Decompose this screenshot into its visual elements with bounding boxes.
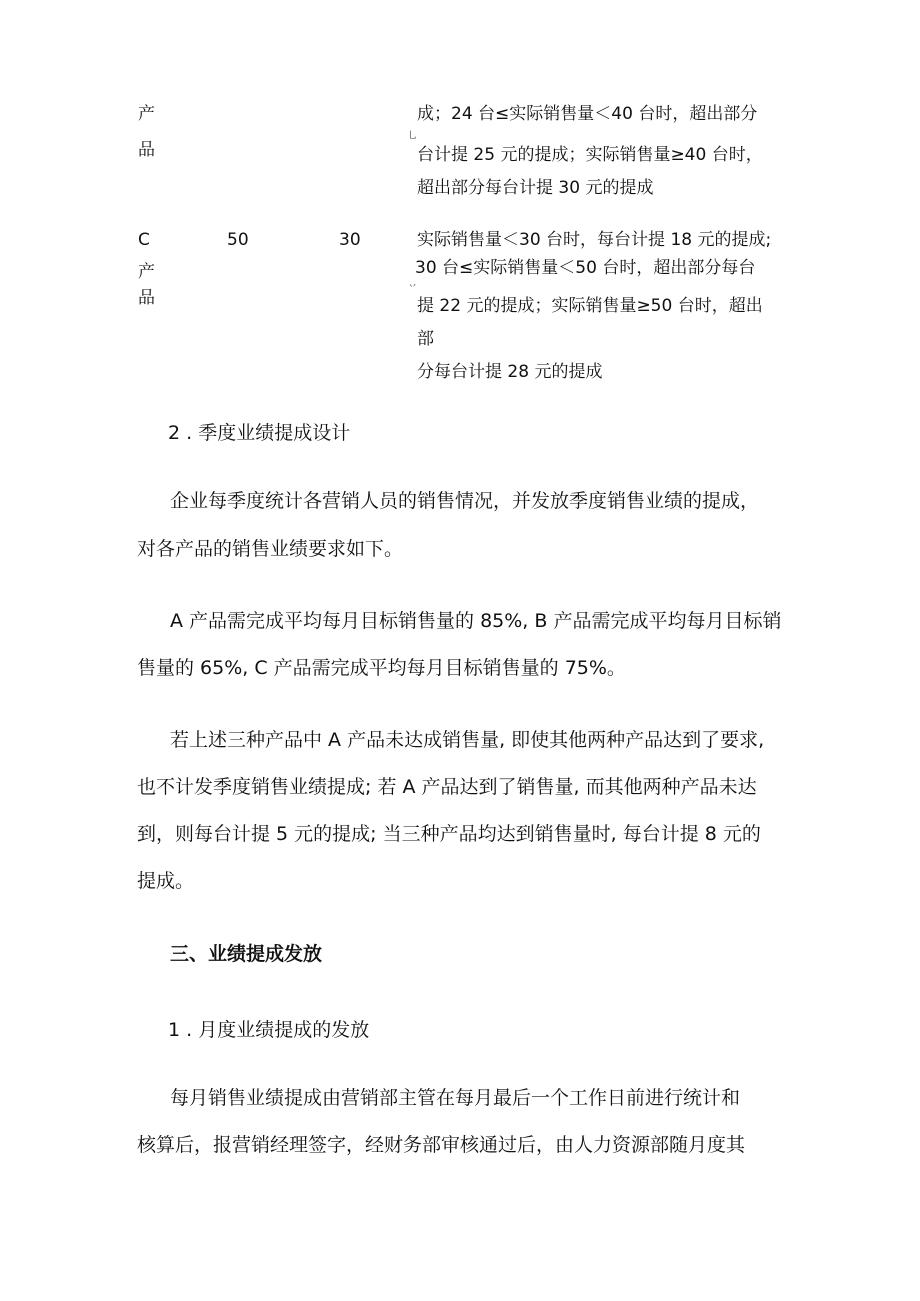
row-b-rule-2: 台计提 25 元的提成；实际销售量≥40 台时，	[417, 145, 763, 165]
paragraph-4-line-1: 每月销售业绩提成由营销部主管在每月最后一个工作日前进行统计和	[170, 1087, 741, 1109]
paragraph-1-line-1: 企业每季度统计各营销人员的销售情况，并发放季度销售业绩的提成，	[170, 490, 760, 512]
row-c-rule-2: 30 台≤实际销售量＜50 台时，超出部分每台	[415, 258, 756, 278]
paragraph-2-line-1: A 产品需完成平均每月目标销售量的 85%, B 产品需完成平均每月目标销	[170, 610, 782, 632]
row-c-name-2: 产	[138, 262, 155, 282]
row-c-minimum: 30	[339, 230, 361, 250]
row-c-rule-4: 部	[417, 329, 434, 349]
row-c-rule-1: 实际销售量＜30 台时，每台计提 18 元的提成;	[417, 230, 772, 250]
row-b-rule-1: 成；24 台≤实际销售量＜40 台时，超出部分	[417, 104, 758, 124]
paragraph-3-line-1: 若上述三种产品中 A 产品未达成销售量, 即使其他两种产品达到了要求,	[170, 729, 765, 751]
row-c-fragment: 丷	[408, 282, 418, 292]
row-b-fragment: 乚	[408, 131, 418, 141]
row-b-name-1: 产	[138, 104, 155, 124]
paragraph-4-line-2: 核算后，报营销经理签字，经财务部审核通过后，由人力资源部随月度其	[137, 1134, 746, 1156]
row-c-rule-3: 提 22 元的提成；实际销售量≥50 台时，超出	[417, 296, 763, 316]
section-2-heading: 2 . 季度业绩提成设计	[168, 422, 351, 444]
row-b-rule-3: 超出部分每台计提 30 元的提成	[417, 178, 654, 198]
paragraph-3-line-2: 也不计发季度销售业绩提成; 若 A 产品达到了销售量, 而其他两种产品未达	[137, 776, 757, 798]
row-b-name-2: 品	[138, 140, 155, 160]
row-c-target: 50	[227, 230, 249, 250]
row-c-name-1: C	[138, 230, 150, 250]
row-c-rule-5: 分每台计提 28 元的提成	[417, 362, 603, 382]
paragraph-3-line-4: 提成。	[137, 870, 195, 892]
section-1-heading: 1 . 月度业绩提成的发放	[168, 1019, 370, 1041]
paragraph-2-line-2: 售量的 65%, C 产品需完成平均每月目标销售量的 75%。	[137, 657, 626, 679]
paragraph-1-line-2: 对各产品的销售业绩要求如下。	[137, 538, 404, 560]
row-c-name-3: 品	[138, 288, 155, 308]
section-3-heading: 三、业绩提成发放	[170, 943, 323, 965]
paragraph-3-line-3: 到，则每台计提 5 元的提成; 当三种产品均达到销售量时, 每台计提 8 元的	[137, 823, 761, 845]
